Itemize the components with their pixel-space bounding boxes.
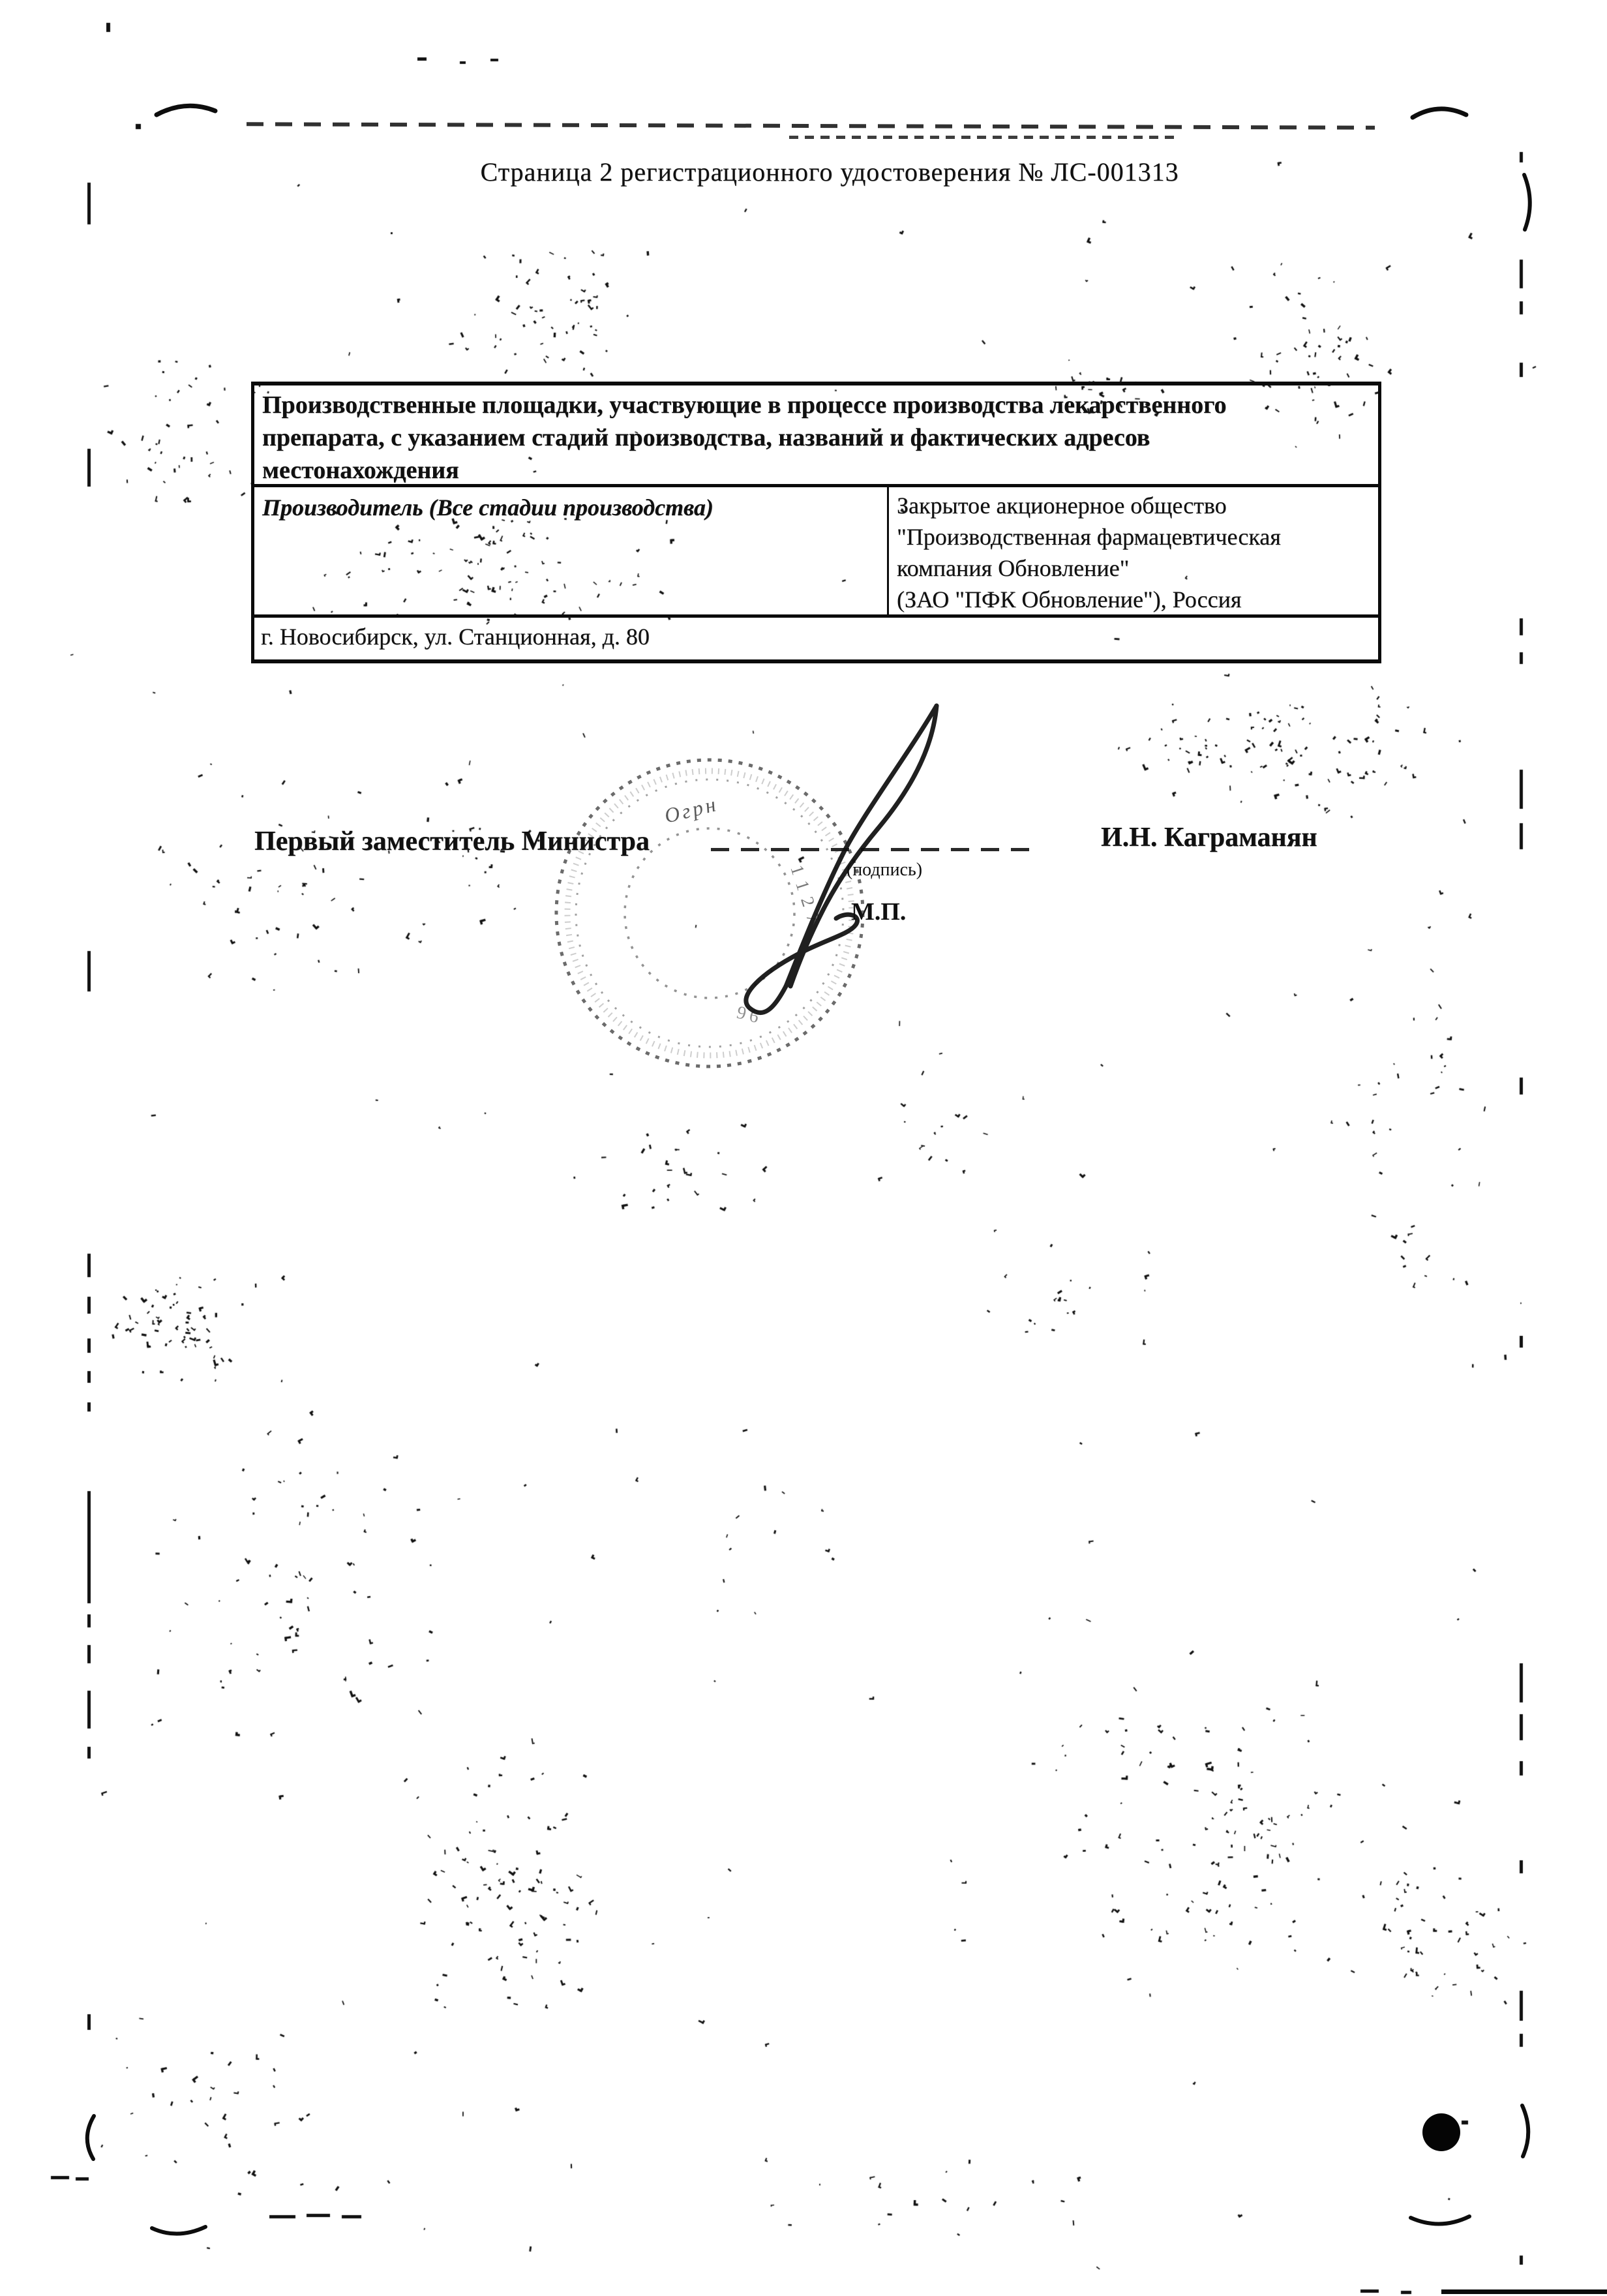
signature-caption: (подпись) [846, 860, 923, 880]
producer-value-line: компания Обновление" [897, 555, 1130, 581]
table-header-row [254, 385, 1378, 487]
producer-value-line: "Производственная фармацевтическая [897, 524, 1281, 550]
page-title: Страница 2 регистрационного удостоверения № ЛС-001313 [480, 157, 1179, 187]
signatory-name: И.Н. Каграманян [1101, 823, 1317, 853]
seal-place-mark: М.П. [851, 898, 907, 926]
stamp-text-fragment: 96 [734, 1002, 765, 1029]
production-sites-table [251, 382, 1381, 663]
producer-value-line: Закрытое акционерное общество [897, 492, 1227, 519]
signature-line [711, 848, 1034, 851]
page-top-border [247, 122, 1375, 129]
producer-value-cell [889, 487, 1378, 614]
stamp-text-fragment: Огрн [661, 791, 721, 828]
producer-address-row: г. Новосибирск, ул. Станционная, д. 80 [261, 624, 650, 650]
producer-row [254, 487, 1378, 618]
producer-value-line: (ЗАО "ПФК Обновление"), Россия [897, 586, 1242, 612]
table-header-line: препарата, с указанием стадий производства, названий и фактических адресов [262, 424, 1150, 451]
stamp-text-fragment: 1127 [786, 862, 826, 933]
producer-label-cell: Производитель (Все стадии производства) [254, 487, 889, 614]
table-header-line: местонахождения [262, 457, 459, 484]
table-header-line: Производственные площадки, участвующие в процессе производства лекарственного [262, 391, 1227, 419]
page-bottom-border [1441, 2289, 1607, 2294]
signatory-role: Первый заместитель Министра [254, 826, 650, 856]
page-top-border-double [789, 136, 1180, 139]
